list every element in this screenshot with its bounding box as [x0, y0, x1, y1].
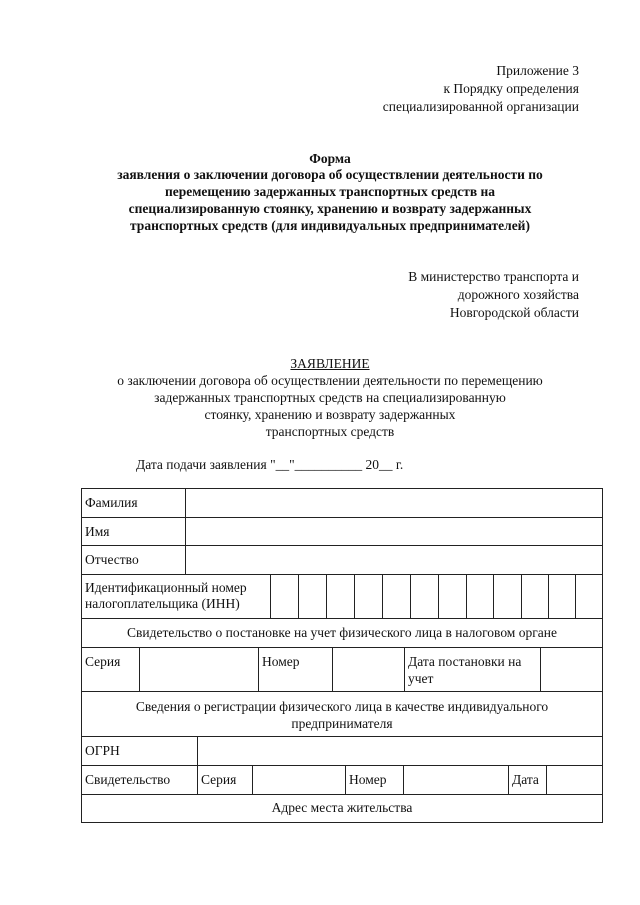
statement-line-3: стоянку, хранению и возврату задержанных — [204, 407, 456, 422]
appendix-line-1: Приложение 3 — [496, 63, 579, 78]
statement-line-4: транспортных средств — [265, 424, 395, 439]
patronymic-field[interactable] — [186, 546, 602, 574]
name-label: Имя — [85, 524, 110, 539]
registration-date-label-line-1: Дата постановки на — [408, 654, 522, 669]
appendix-line-3: специализированной организации — [382, 99, 579, 114]
registration-date-label-line-2: учет — [408, 671, 434, 686]
surname-field[interactable] — [186, 489, 602, 517]
inn-label-line-1: Идентификационный номер — [85, 580, 247, 595]
ogrn-field[interactable] — [198, 737, 602, 765]
inn-label-line-2: налогоплательщика (ИНН) — [85, 596, 240, 611]
certificate-label: Свидетельство — [85, 772, 171, 787]
appendix-line-2: к Порядку определения — [443, 81, 579, 96]
patronymic-label: Отчество — [85, 552, 139, 567]
ip-registration-header-line-1: Сведения о регистрации физического лица в качестве индивидуального — [135, 699, 549, 714]
inn-digit-cells[interactable] — [271, 575, 602, 618]
registration-date-field[interactable] — [541, 648, 602, 691]
certificate-date-label: Дата — [512, 772, 539, 787]
certificate-series-field[interactable] — [253, 766, 345, 794]
submission-date-line[interactable]: Дата подачи заявления "__"__________ 20__ г. — [136, 457, 404, 472]
certificate-date-field[interactable] — [547, 766, 602, 794]
addressee-line-1: В министерство транспорта и — [408, 269, 579, 284]
certificate-number-label: Номер — [349, 772, 387, 787]
addressee-line-3: Новгородской области — [449, 305, 579, 320]
address-header: Адрес места жительства — [271, 800, 413, 815]
form-title-line-4: транспортных средств (для индивидуальных предпринимателей) — [130, 218, 530, 233]
name-field[interactable] — [186, 518, 602, 545]
tax-certificate-header: Свидетельство о постановке на учет физического лица в налоговом органе — [127, 625, 557, 640]
statement-line-2: задержанных транспортных средств на специализированную — [154, 390, 506, 405]
form-title-word: Форма — [309, 151, 351, 166]
ogrn-label: ОГРН — [85, 743, 120, 758]
addressee-line-2: дорожного хозяйства — [457, 287, 579, 302]
form-title-line-1: заявления о заключении договора об осуществлении деятельности по — [117, 167, 543, 182]
form-title-line-2: перемещению задержанных транспортных средств на — [164, 184, 496, 199]
surname-label: Фамилия — [85, 495, 138, 510]
series-field[interactable] — [140, 648, 258, 691]
form-title-line-3: специализированную стоянку, хранению и возврату задержанных — [128, 201, 532, 216]
certificate-number-field[interactable] — [404, 766, 508, 794]
number-label: Номер — [262, 654, 300, 669]
series-label: Серия — [85, 654, 121, 669]
ip-registration-header-line-2: предпринимателя — [291, 716, 393, 731]
number-field[interactable] — [333, 648, 404, 691]
certificate-series-label: Серия — [201, 772, 237, 787]
statement-title: ЗАЯВЛЕНИЕ — [290, 356, 370, 371]
statement-line-1: о заключении договора об осуществлении деятельности по перемещению — [117, 373, 543, 388]
